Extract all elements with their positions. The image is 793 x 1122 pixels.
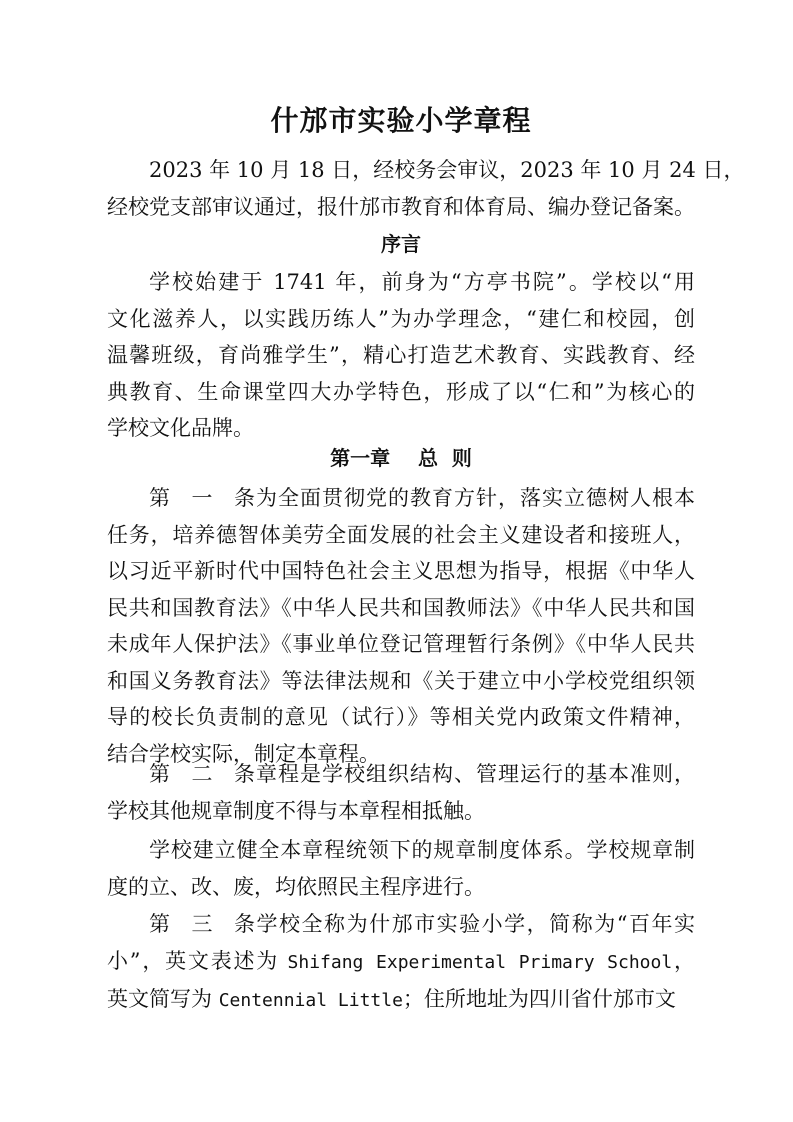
article-1-line-5: 未成年人保护法》《事业单位登记管理暂行条例》《中华人民共 [107, 632, 695, 656]
article-3-line-3-a: 英文简写为 [107, 987, 219, 1011]
article-3-line-3 [107, 981, 695, 1020]
article-2-continued-paragraph [107, 832, 695, 905]
article-1-line-4: 民共和国教育法》《中华人民共和国教师法》《中华人民共和国 [107, 595, 695, 620]
intro-line-1: 2023 年 10 月 18 日，经校务会审议，2023 年 10 月 24 日， [149, 158, 745, 182]
preface-line-2: 文化滋养人，以实践历练人”为办学理念，“建仁和校园，创 [107, 306, 695, 331]
article-2-line-2: 学校其他规章制度不得与本章程相抵触。 [107, 798, 485, 823]
article-1-line-3: 以习近平新时代中国特色社会主义思想为指导，根据《中华人 [107, 559, 695, 583]
article-3-line-2 [107, 943, 695, 982]
article-3-line-1-text: 学校全称为什邡市实验小学，简称为“百年实 [255, 912, 695, 936]
intro-line-2: 经校党支部审议通过，报什邡市教育和体育局、编办登记备案。 [107, 194, 695, 219]
article-1-line-2: 任务，培养德智体美劳全面发展的社会主义建设者和接班人， [107, 522, 695, 547]
article-2-paragraph [107, 756, 695, 829]
article-3-line-2-c: ， [672, 948, 695, 973]
preface-heading: 序言 [381, 232, 421, 256]
article-2b-line-2: 度的立、改、废，均依照民主程序进行。 [107, 874, 485, 899]
article-1-line-1-text: 为全面贯彻党的教育方针，落实立德树人根本 [255, 486, 695, 510]
chapter-1-heading: 第一章 总 则 [330, 446, 472, 470]
english-short-name: Centennial Little [218, 990, 403, 1011]
article-2-label: 第二条 [149, 762, 255, 786]
intro-paragraph [107, 152, 745, 225]
preface-paragraph [107, 264, 695, 447]
article-3-line-2-a: 小”，英文表述为 [107, 948, 288, 973]
document-title: 什邡市实验小学章程 [270, 104, 532, 137]
preface-line-1: 学校始建于 1741 年，前身为“方亭书院”。学校以“用 [149, 270, 695, 294]
preface-line-3: 温馨班级，育尚雅学生”，精心打造艺术教育、实践教育、经 [107, 343, 695, 367]
preface-line-4: 典教育、生命课堂四大办学特色，形成了以“仁和”为核心的 [107, 379, 695, 404]
article-1-line-7: 导的校长负责制的意见（试行）》等相关党内政策文件精神， [107, 705, 695, 729]
english-full-name: Shifang Experimental Primary School [287, 951, 673, 973]
article-3-line-3-c: ；住所地址为四川省什邡市文 [402, 987, 676, 1011]
article-1-line-1 [107, 480, 695, 517]
article-3-line-1 [107, 906, 695, 943]
article-3-label: 第三条 [149, 912, 255, 936]
article-3-paragraph [107, 906, 695, 1020]
article-2-line-1 [107, 756, 695, 793]
article-1-paragraph [107, 480, 695, 772]
preface-line-5: 学校文化品牌。 [107, 416, 254, 440]
article-1-line-6: 和国义务教育法》等法律法规和《关于建立中小学校党组织领 [107, 668, 695, 693]
article-2b-line-1: 学校建立健全本章程统领下的规章制度体系。学校规章制 [149, 838, 695, 862]
article-1-label: 第一条 [149, 486, 255, 510]
article-2-line-1-text: 章程是学校组织结构、管理运行的基本准则， [255, 762, 695, 786]
article-1-line-8: 结合学校实际，制定本章程。 [107, 741, 380, 766]
